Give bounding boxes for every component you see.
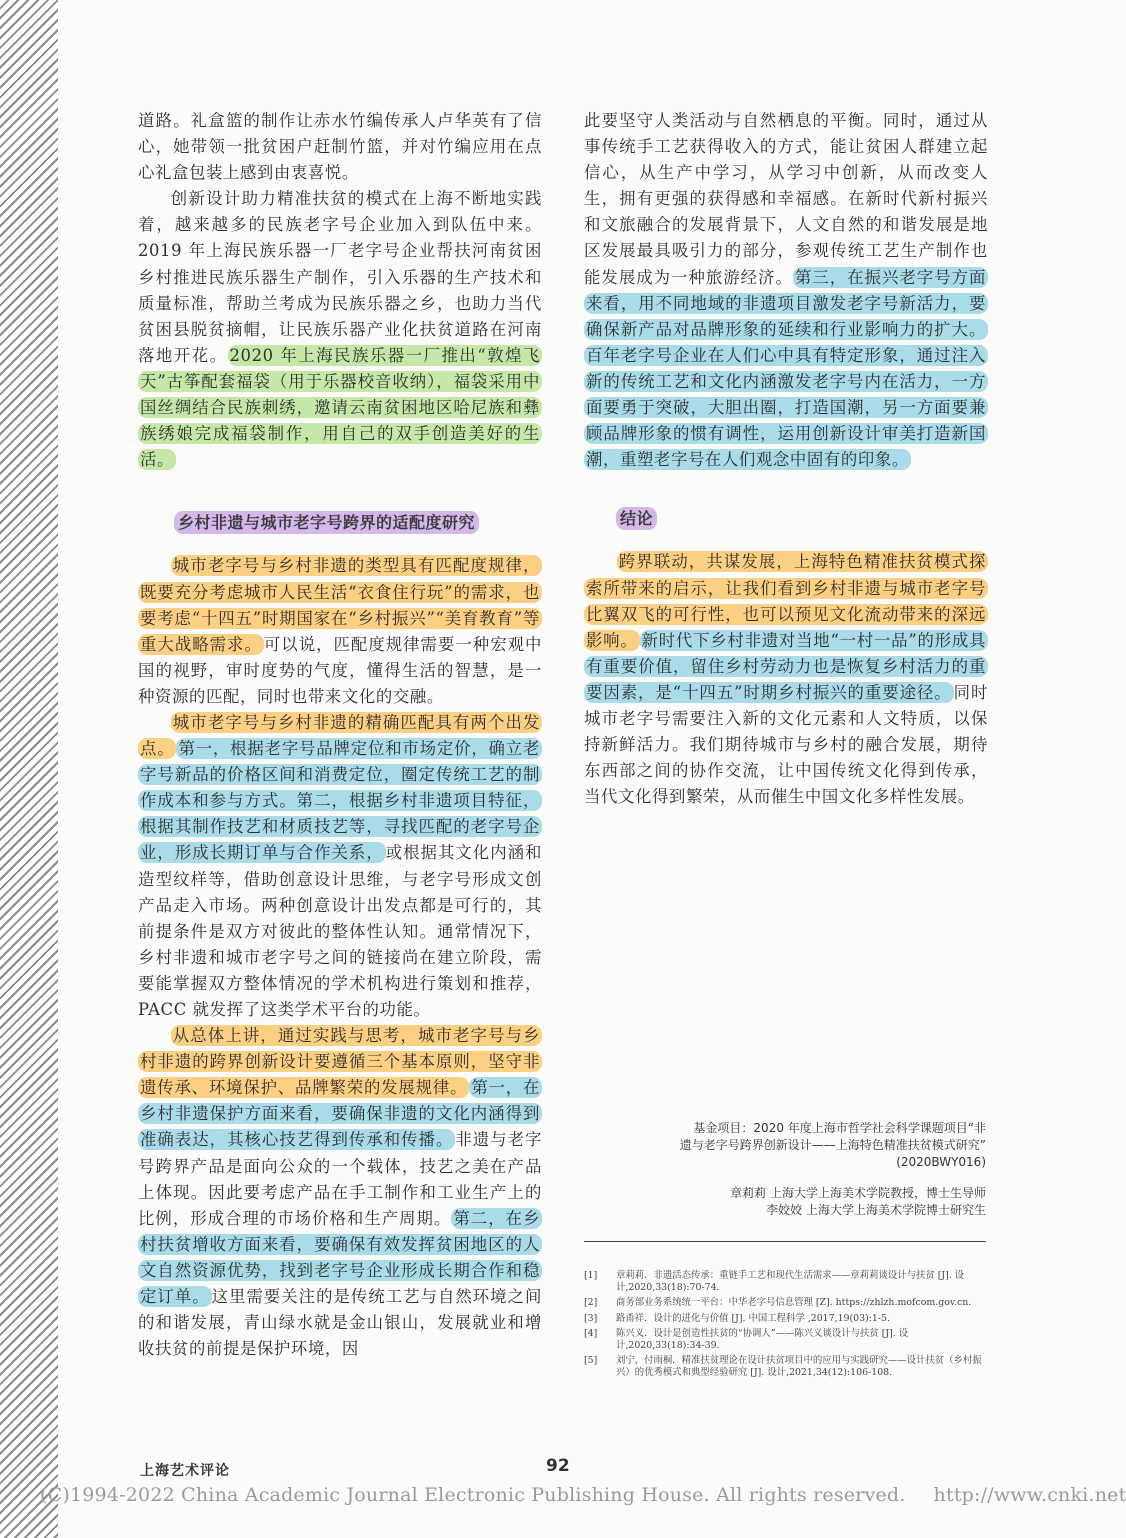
section-heading: 结论 xyxy=(584,506,988,532)
page-number: 92 xyxy=(546,1456,570,1476)
paragraph xyxy=(138,1023,542,1362)
divider xyxy=(584,1241,986,1242)
highlighted-text: 第一，在乡村非遗保护方面来看，要确保非遗的文化内涵得到准确表达，其核心技艺得到传承和传播。 xyxy=(140,1078,541,1150)
journal-logo: 上海艺术评论 xyxy=(140,1463,230,1479)
copyright-line xyxy=(40,1484,1126,1506)
paragraph-text: 创新设计助力精准扶贫的模式在上海不断地实践着，越来越多的民族老字号企业加入到队伍中来。2019 年上海民族乐器一厂老字号企业帮扶河南贫困乡村推进民族乐器生产制作，引入乐器的生产技术和质量标准，帮助兰考成为民族乐器之乡，也助力当代贫困县脱贫摘帽，让民族乐器产业化扶贫道路在河南落地开花。 xyxy=(138,189,542,365)
paragraph xyxy=(138,710,542,1023)
highlighted-text: 第二，在乡村扶贫增收方面来看，要确保有效发挥贫困地区的人文自然资源优势，找到老字号企业形成长期合作和稳定订单。 xyxy=(140,1208,541,1307)
references xyxy=(584,1270,988,1383)
paragraph-text: 或根据其文化内涵和造型纹样等，借助创意设计思维，与老字号形成文创产品走入市场。两种创意设计出发点都是可行的，其前提条件是双方对彼此的整体性认知。通常情况下，乡村非遗和城市老字号之间的链接尚在建立阶段，需要能掌握双方整体情况的学术机构进行策划和推荐，PACC 就发挥了这类学术平台的功能。 xyxy=(138,843,542,1019)
paragraph-text: 同时城市老字号需要注入新的文化元素和人文特质，以保持新鲜活力。我们期待城市与乡村的融合发展，期待东西部之间的协作交流，让中国传统文化得到传承，当代文化得到繁荣，从而催生中国文化多样性发展。 xyxy=(584,682,988,807)
highlighted-text: 从总体上讲，通过实践与思考，城市老字号与乡村非遗的跨界创新设计要遵循三个基本原则，坚守非遗传承、环境保护、品牌繁荣的发展规律。 xyxy=(140,1026,540,1098)
paragraph xyxy=(584,108,988,473)
paragraph: 道路。礼盒篮的制作让赤水竹编传承人卢华英有了信心，她带领一批贫困户赶制竹篮，并对竹编应用在点心礼盒包装上感到由衷喜悦。 xyxy=(138,111,542,183)
highlighted-text: 跨界联动，共谋发展，上海特色精准扶贫模式探索所带来的启示，让我们看到乡村非遗与城市老字号比翼双飞的可行性，也可以预见文化流动带来的深远影响。 xyxy=(586,552,986,650)
author-line: 章莉莉 上海大学上海美术学院教授，博士生导师 xyxy=(730,1186,986,1200)
reference-item: [2] 商务部业务系统统一平台：中华老字号信息管理 [Z]. https://zhlzh.mofcom.gov.cn. xyxy=(584,1297,972,1309)
reference-item: [3] 路甬祥．设计的进化与价值 [J]. 中国工程科学 ,2017,19(03):1-5. xyxy=(584,1312,890,1324)
hatched-margin xyxy=(0,0,58,1538)
copyright-text: (C)1994-2022 China Academic Journal Electronic Publishing House. All rights reserved. xyxy=(40,1484,906,1506)
paragraph-text: 可以说，匹配度规律需要一种宏观中国的视野，审时度势的气度，懂得生活的智慧，是一种资源的匹配，同时也带来文化的交融。 xyxy=(138,634,542,706)
paragraph-text: 这里需要关注的是传统工艺与自然环境之间的和谐发展，青山绿水就是金山银山，发展就业和增收扶贫的前提是保护环境，因 xyxy=(138,1287,542,1359)
reference-item: [1] 章莉莉．非遗活态传承：重链手工艺和现代生活需求——章莉莉谈设计与扶贫 [J]. 设计,2020,33(18):70-74. xyxy=(584,1270,965,1294)
section-heading: 乡村非遗与城市老字号跨界的适配度研究 xyxy=(138,510,542,536)
paragraph xyxy=(138,186,542,473)
highlighted-text: 2020 年上海民族乐器一厂推出“敦煌飞天”古筝配套福袋（用于乐器校音收纳），福袋采用中国丝绸结合民族刺绣，邀请云南贫困地区哈尼族和彝族绣娘完成福袋制作，用自己的双手创造美好的生活。 xyxy=(140,345,541,470)
fund-line: (2020BWY016) xyxy=(896,1155,986,1169)
highlighted-text: 城市老字号与乡村非遗的类型具有匹配度规律，既要充分考虑城市人民生活“衣食住行玩”的需求，也要考虑“十四五”时期国家在“乡村振兴”“美育教育”等重大战略需求。 xyxy=(140,556,540,654)
highlighted-text: 新时代下乡村非遗对当地“一村一品”的形成具有重要价值，留住乡村劳动力也是恢复乡村活力的重要因素，是“十四五”时期乡村振兴的重要途径。 xyxy=(586,630,986,702)
highlighted-text: 城市老字号与乡村非遗的精确匹配具有两个出发点。 xyxy=(140,712,540,759)
fund-note xyxy=(620,1120,986,1171)
highlighted-text: 第三，在振兴老字号方面来看，用不同地域的非遗项目激发老字号新活力，要确保新产品对品牌形象的延续和行业影响力的扩大。百年老字号企业在人们心中具有特定形象，通过注入新的传统工艺和文化内涵激发老字号内在活力，一方面要勇于突破，大胆出圈，打造国潮，另一方面要兼顾品牌形象的惯有调性，运用创新设计审美打造新国潮，重塑老字号在人们观念中固有的印象。 xyxy=(586,267,987,470)
paragraph xyxy=(584,549,988,810)
left-column xyxy=(138,108,542,1362)
cnki-link[interactable]: http://www.cnki.net xyxy=(933,1484,1126,1506)
fund-line: 基金项目：2020 年度上海市哲学社会科学课题项目“非 xyxy=(693,1121,986,1135)
fund-line: 遗与老字号跨界创新设计——上海特色精准扶贫模式研究” xyxy=(679,1138,986,1152)
author-line: 李姣姣 上海大学上海美术学院博士研究生 xyxy=(766,1203,986,1217)
reference-item: [4] 陈兴义．设计是创造性扶贫的“协调人”——陈兴义谈设计与扶贫 [J]. 设计,2020,33(18):34-39. xyxy=(584,1327,909,1352)
paragraph-text: 此要坚守人类活动与自然栖息的平衡。同时，通过从事传统手工艺获得收入的方式，能让贫困人群建立起信心，从生产中学习，从学习中创新，从而改变人生，拥有更强的获得感和幸福感。在新时代新村振兴和文旅融合的发展背景下，人文自然的和谐发展是地区发展最具吸引力的部分，参观传统工艺生产制作也能发展成为一种旅游经济。 xyxy=(584,111,988,287)
reference-item: [5] 刘宁，付雨桐．精准扶贫理论在设计扶贫项目中的应用与实践研究——设计扶贫（乡村振兴）的优秀模式和典型经验研究 [J]. 设计,2021,34(12):106-108. xyxy=(584,1355,982,1379)
paragraph-text: 非遗与老字号跨界产品是面向公众的一个载体，技艺之美在产品上体现。因此要考虑产品在手工制作和工业生产上的比例，形成合理的市场价格和生产周期。 xyxy=(138,1130,543,1228)
right-column xyxy=(584,108,988,810)
author-info xyxy=(600,1185,986,1219)
highlighted-text: 第一，根据老字号品牌定位和市场定价，确立老字号新品的价格区间和消费定位，圈定传统工艺的制作成本和参与方式。第二，根据乡村非遗项目特征，根据其制作技艺和材质技艺等，寻找匹配的老字号企业，形成长期订单与合作关系， xyxy=(140,739,541,863)
paragraph xyxy=(138,553,542,710)
